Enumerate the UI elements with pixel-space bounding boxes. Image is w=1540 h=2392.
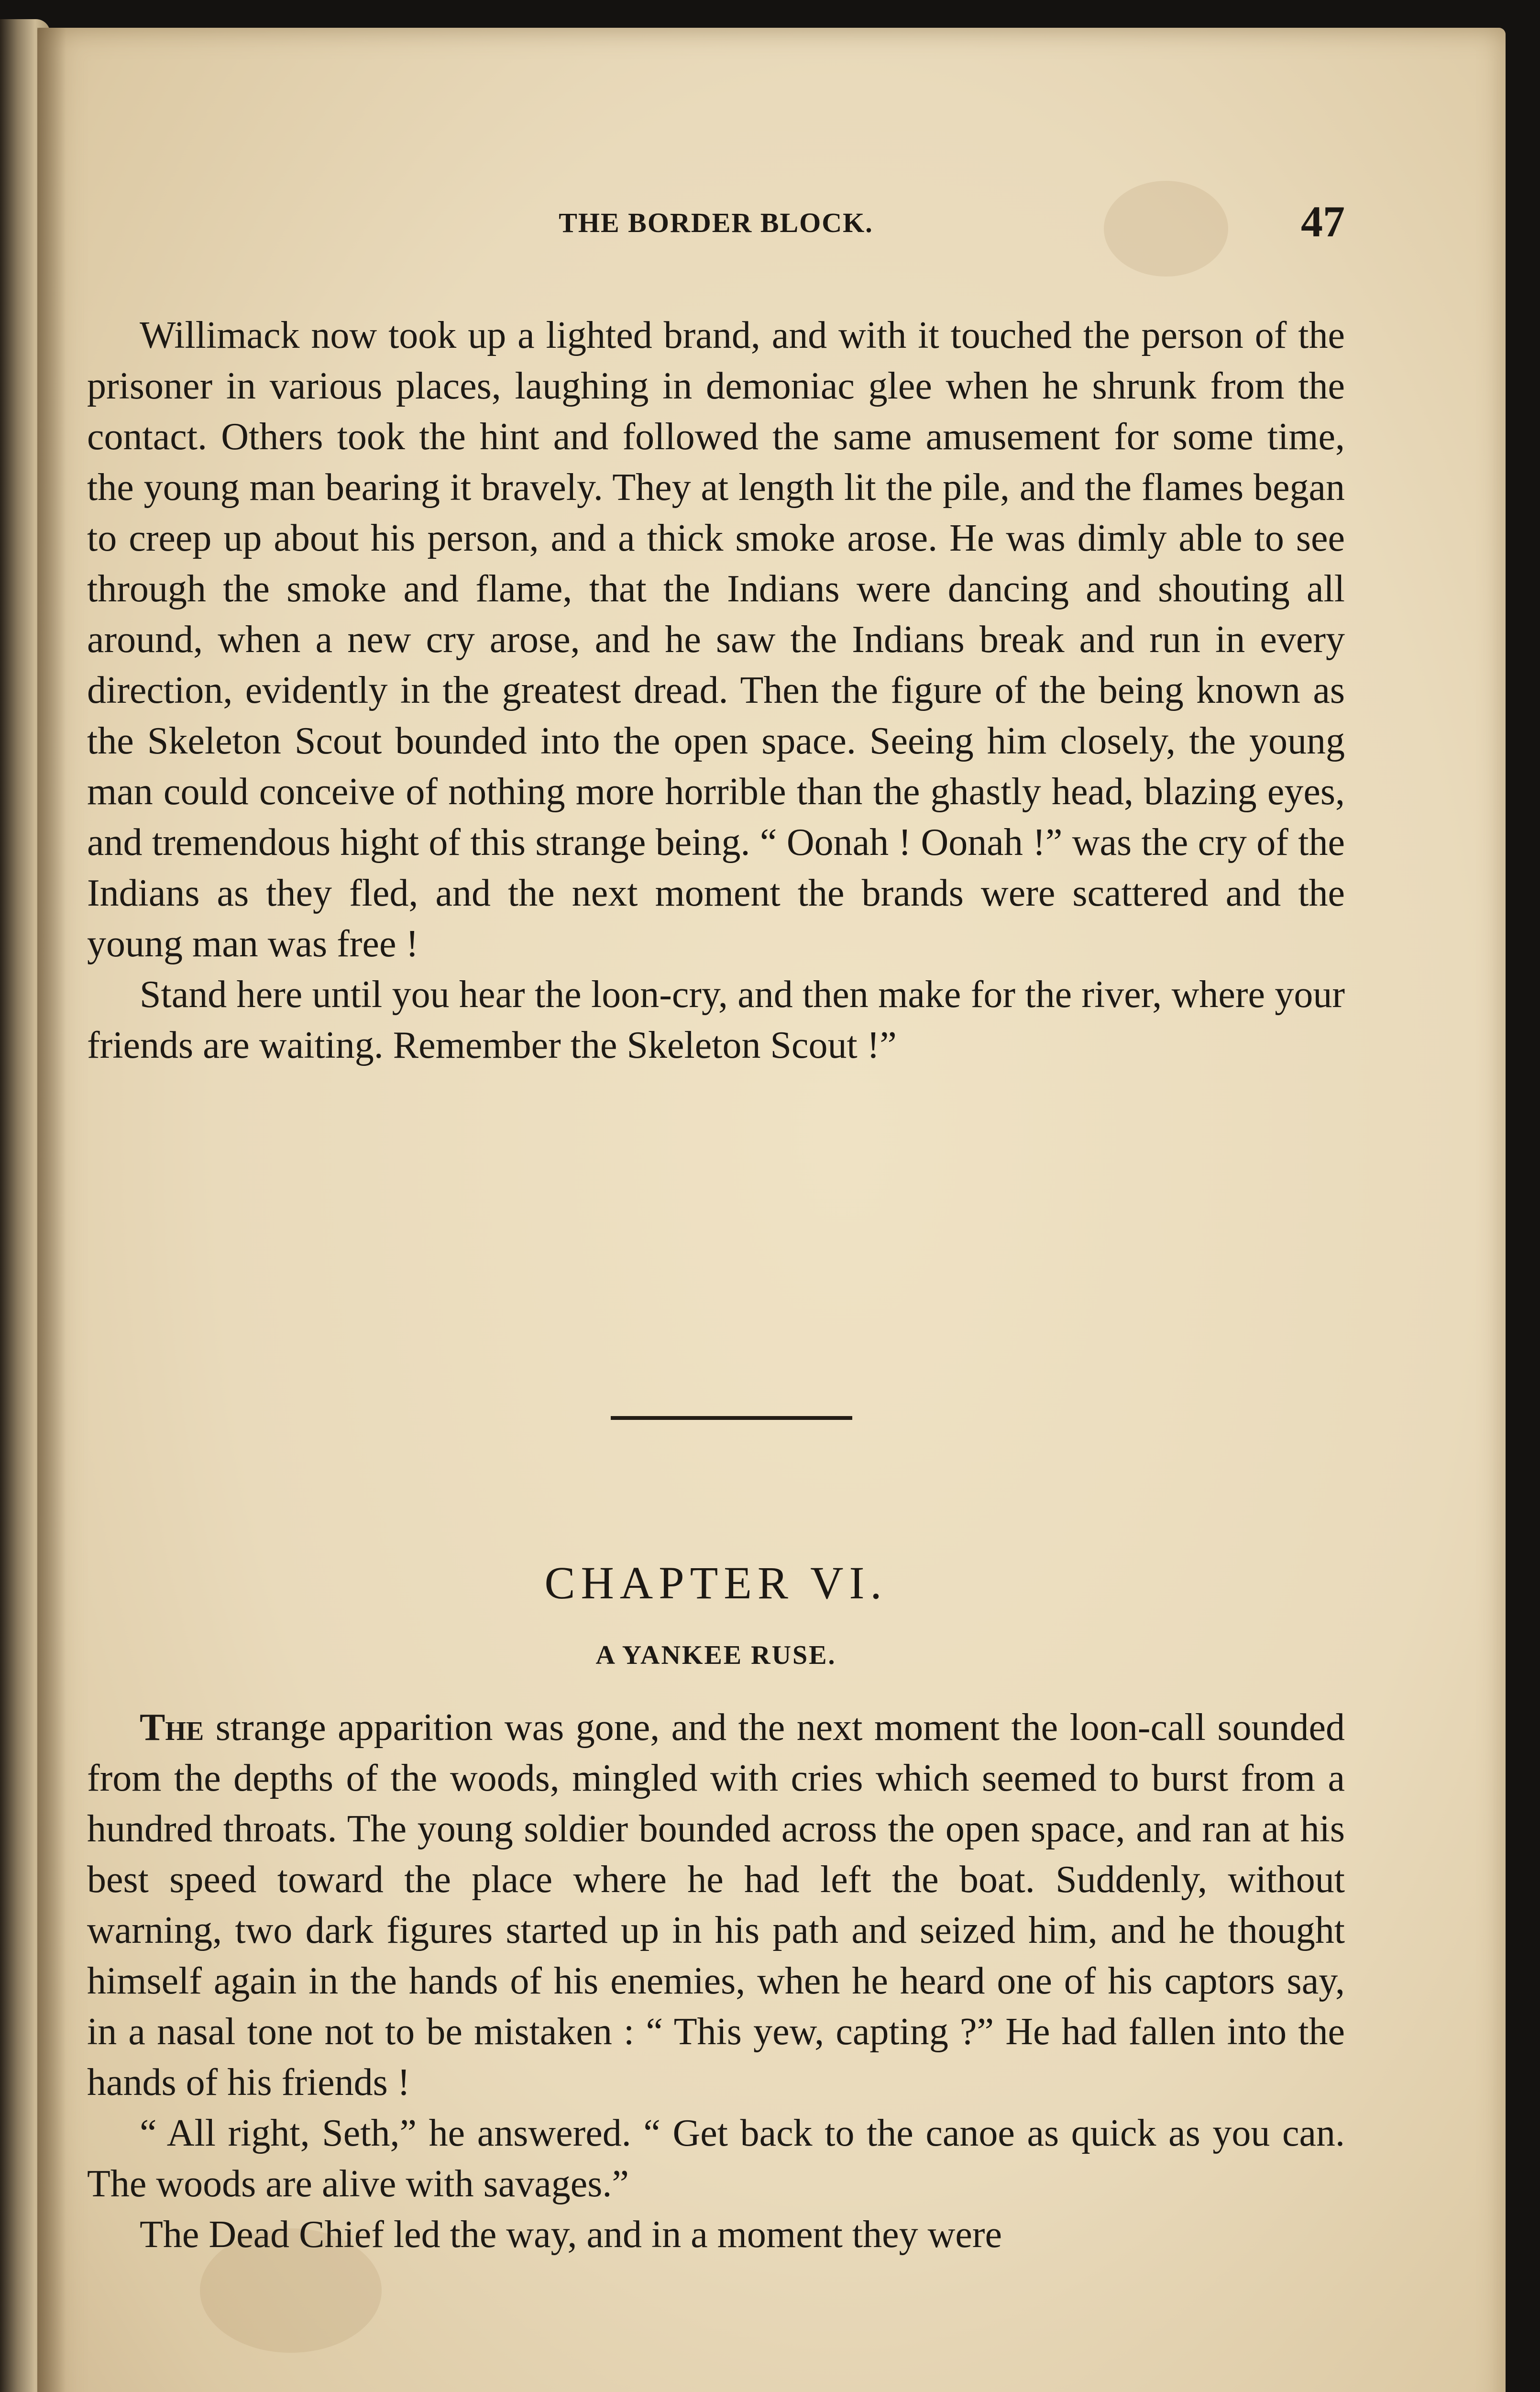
paragraph: The Dead Chief led the way, and in a moment they were	[140, 2214, 1002, 2256]
gutter-shadow	[37, 28, 66, 2392]
running-head-title: THE BORDER BLOCK.	[559, 207, 873, 238]
page-number: 47	[1301, 197, 1345, 246]
section-rule	[611, 1416, 852, 1420]
text-block-before-chapter	[87, 310, 1345, 1071]
paragraph: Willimack now took up a lighted brand, and with it touched the person of the prisoner in various places, laughing in demoniac glee when he shrunk from the contact. Others took the hint and followed the same amusement for some time, the young man bearing it bravely. They at length lit the pile, and the flames began to creep up about his person, and a thick smoke arose. He was dimly able to see through the smoke and flame, that the Indians were dancing and shouting all around, when a new cry arose, and he saw the Indians break and run in every direction, evidently in the greatest dread. Then the figure of the being known as the Skeleton Scout bounded into the open space. Seeing him closely, the young man could conceive of nothing more horrible than the ghastly head, blazing eyes, and tremendous hight of this strange being. “ Oonah ! Oonah !” was the cry of the Indians as they fled, and the next moment the brands were scattered and the young man was free !	[87, 314, 1345, 965]
opening-word: The	[140, 1706, 204, 1749]
chapter-subtitle: A YANKEE RUSE.	[595, 1640, 836, 1670]
paragraph: Stand here until you hear the loon-cry, and then make for the river, where your friends are waiting. Remember the Skeleton Scout !”	[87, 974, 1345, 1066]
paragraph: “ All right, Seth,” he answered. “ Get back to the canoe as quick as you can. The woods are alive with savages.”	[87, 2112, 1345, 2205]
paragraph	[87, 1702, 1345, 2108]
chapter-title: CHAPTER VI.	[544, 1557, 888, 1608]
text-block-after-chapter	[87, 1702, 1345, 2260]
running-head	[87, 196, 1345, 246]
book-page	[37, 28, 1506, 2392]
paragraph-text: strange apparition was gone, and the next moment the loon-call sounded from the depths of the woods, mingled with cries which seemed to burst from a hundred throats. The young soldier bounded across the open space, and ran at his best speed toward the place where he had left the boat. Suddenly, without warning, two dark figures started up in his path and seized him, and he thought himself again in the hands of his enemies, when he heard one of his captors say, in a nasal tone not to be mistaken : “ This yew, capting ?” He had fallen into the hands of his friends !	[87, 1706, 1345, 2104]
